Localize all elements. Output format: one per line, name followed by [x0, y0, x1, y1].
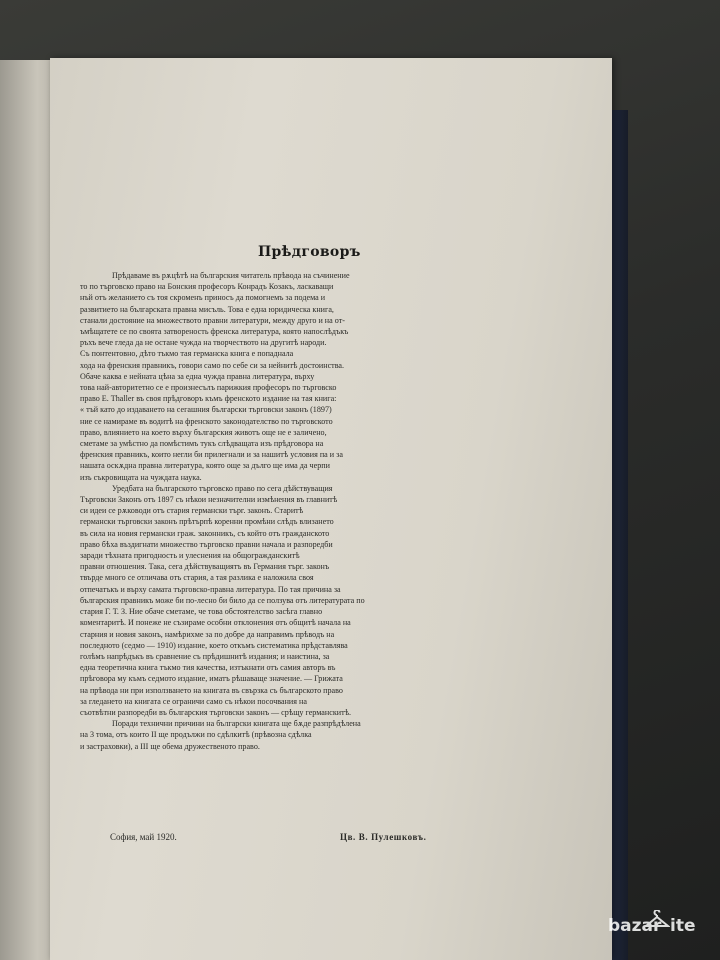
text-line: право Е. Thaller въ своя прѣдговоръ къмъ френското издание на тая книга: [80, 394, 337, 404]
signature-line [100, 832, 520, 846]
text-line: ъмѣщатете се по своята затвореность френска литература, която напослѣдъкъ [80, 327, 349, 337]
text-line: хода на френския правникъ, говори само по себе си за нейнитѣ достоинства. [80, 360, 345, 370]
text-line: Уредбата на българското търговско право по сега дѣйствуващия [112, 483, 333, 493]
text-line: българския правникъ може би по-лесно би било да се ползува отъ литературата по [80, 595, 365, 605]
watermark: bazar ite [608, 916, 716, 944]
text-line: на прѣвода ни при използването на книгата въ свързка съ българското право [80, 685, 343, 695]
text-line: старния и новия законъ, намѣрихме за по добре да направимъ прѣводъ на [80, 629, 335, 639]
page-heading: Прѣдговоръ [258, 244, 361, 260]
author-name: Цв. В. Пулешковъ. [340, 832, 427, 842]
text-line: това най-авторитетно се е произнесълъ парижкия професоръ по търговско [80, 383, 337, 393]
text-line: развитието на българската правна мисъль. Това е една юридическа книга, [80, 304, 334, 314]
text-line: прѣговора му къмъ седмото издание, иматъ рѣшаваще значение. — Грижата [80, 674, 343, 684]
text-line: твърде много се отличава отъ стария, а тая разлика е наложила своя [80, 573, 314, 583]
text-line: германски търговски законъ прѣтърпѣ коренни промѣни слѣдъ влизането [80, 517, 334, 527]
text-line: въ сила на новия германски граж. законникъ, съ който отъ гражданското [80, 528, 330, 538]
text-line: за гледането на книгата се ограничи само съ нѣкои посочвания на [80, 696, 307, 706]
text-line: на 3 тома, отъ които II ще продължи по сдѣлкитѣ (прѣвозна сдѣлка [80, 730, 312, 740]
text-line: отпечатъкъ и върху самата търговско-правна литература. По тая причина за [80, 584, 341, 594]
text-line: коментаритѣ. И понеже не съзираме особни отклонения отъ общитѣ начала на [80, 618, 351, 628]
text-line: заради тѣхната пригодность и улеснения на общогражданскитѣ [80, 551, 300, 561]
place-date: София, май 1920. [110, 832, 177, 842]
text-line: една теоретична книга тъкмо тия качества, изтъкнати отъ самия авторъ въ [80, 663, 336, 673]
text-line: нъй отъ желанието съ тоя скроменъ приносъ да помогнемъ за подема и [80, 293, 326, 303]
text-line: правни отношения. Така, сега дѣйствуващиятъ въ Германия търг. законъ [80, 562, 330, 572]
text-line: голѣмъ напрѣдъкъ въ сравнение съ прѣдишнитѣ издания; и наистина, за [80, 651, 330, 661]
hanger-icon [644, 910, 670, 932]
text-line: право, влиянието на което върху българския животъ още не е заличено, [80, 427, 327, 437]
text-line: и застраховки), а III ще обема дружественото право. [80, 741, 260, 751]
text-line: нашата оскѫдна правна литература, която още за дълго ще има да черпи [80, 461, 330, 471]
text-line: Обаче каква е нейната цѣна за една чужда правна литература, върху [80, 371, 315, 381]
text-line: Поради технични причини на български книгата ще бѫде разпрѣдѣлена [112, 719, 361, 729]
text-line: Прѣдаваме въ рѫцѣтѣ на българския читатель прѣвода на съчинение [112, 271, 350, 280]
text-line: Търговски Законъ отъ 1897 съ нѣкои незначителни измѣнения въ главнитѣ [80, 495, 338, 505]
text-line: си идеи се рѫководи отъ стария германски търг. законъ. Старитѣ [80, 506, 304, 516]
text-line: то по търговско право на Бонския професоръ Конрадъ Козакъ, ласкаващи [80, 282, 334, 292]
text-line: « тъй като до издаването на сегашния български търговски законъ (1897) [80, 405, 332, 415]
text-line: сметаме за умѣстно да помѣстимъ тукъ слѣдващата изъ прѣдговора на [80, 439, 324, 449]
text-line: френския правникъ, които негли би прилегнали и за нашитѣ условия па и за [80, 450, 343, 460]
preface-body [80, 270, 550, 752]
text-line: станали достояние на множеството правни литератури, между друго и на от- [80, 315, 345, 325]
text-line: съотвѣтни разпоредби въ българския търговски законъ — срѣщу германскитѣ. [80, 707, 352, 717]
text-line: Съ понтентовно, дѣто тъкмо тая германска книга е попаднала [80, 349, 294, 359]
text-line: право бѣха въздигнати множество търговско правни начала и разпоредби [80, 539, 333, 549]
text-line: последното (седмо — 1910) издание, което откъмъ систематика прѣдставлява [80, 640, 348, 650]
text-line: ние се намираме въ водитѣ на френското законодателство по търговското [80, 416, 333, 426]
text-line: стария Г. Т. З. Ние обаче сметаме, че това обстоятелство засѣга главно [80, 607, 323, 617]
text-line: изъ съкровищата на чуждата наука. [80, 472, 202, 482]
text-line: ръхъ вече гледа да не остане чужда на творчеството на другитѣ народи. [80, 338, 327, 348]
watermark-text: bazar [608, 916, 662, 936]
